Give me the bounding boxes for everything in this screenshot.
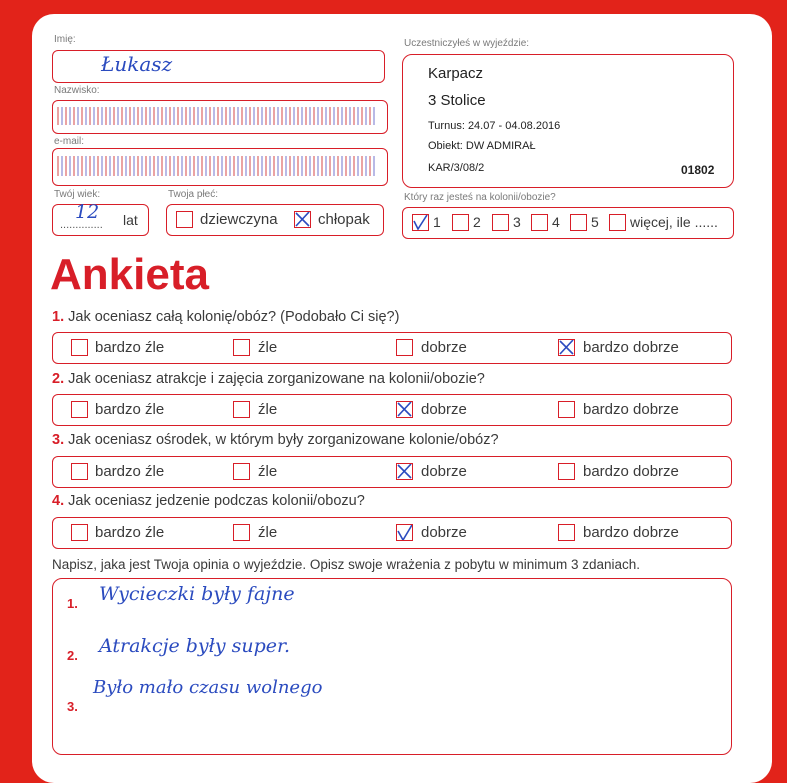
q3-bardzo-dobrze-checkbox[interactable] xyxy=(558,463,575,480)
q2-dobrze-label: dobrze xyxy=(421,401,467,418)
q4-bardzo-zle-checkbox[interactable] xyxy=(71,524,88,541)
opinion-line-1: Wycieczki były fajne xyxy=(99,583,295,605)
check-mark-icon xyxy=(295,212,310,227)
redacted-email xyxy=(57,156,377,176)
q4-bardzo-dobrze-checkbox[interactable] xyxy=(558,524,575,541)
age-field[interactable] xyxy=(52,201,149,236)
surname-field[interactable] xyxy=(52,100,388,134)
times-4-label: 4 xyxy=(552,214,560,230)
q3-dobrze-checkbox[interactable] xyxy=(396,463,413,480)
q2-bardzo-dobrze-checkbox[interactable] xyxy=(558,401,575,418)
check-mark-icon xyxy=(397,525,412,540)
opinion-line-1-number: 1. xyxy=(67,596,78,611)
q4-bardzo-zle-label: bardzo źle xyxy=(95,524,165,541)
gender-female-checkbox[interactable] xyxy=(176,211,193,228)
q2-zle-checkbox[interactable] xyxy=(233,401,250,418)
email-label: e-mail: xyxy=(54,136,85,147)
gender-group xyxy=(166,204,384,236)
q1-bardzo-zle-label: bardzo źle xyxy=(95,339,165,356)
times-2-checkbox[interactable] xyxy=(452,214,469,231)
times-more-checkbox[interactable] xyxy=(609,214,626,231)
q3-bardzo-zle-checkbox[interactable] xyxy=(71,463,88,480)
email-field[interactable] xyxy=(52,148,388,186)
q3-dobrze-label: dobrze xyxy=(421,463,467,480)
check-mark-icon xyxy=(413,215,428,230)
times-5-label: 5 xyxy=(591,214,599,230)
age-unit: lat xyxy=(123,212,138,228)
opinion-line-2: Atrakcje były super. xyxy=(99,635,291,657)
trip-code: KAR/3/08/2 xyxy=(428,162,485,174)
times-label: Który raz jesteś na kolonii/obozie? xyxy=(404,192,556,203)
q4-dobrze-checkbox[interactable] xyxy=(396,524,413,541)
trip-obiekt: Obiekt: DW ADMIRAŁ xyxy=(428,140,536,152)
question-3: 3. Jak oceniasz ośrodek, w którym były zorganizowane kolonie/obóz? xyxy=(52,432,499,448)
opinion-line-3: Było mało czasu wolnego xyxy=(93,677,323,698)
trip-turnus: Turnus: 24.07 - 04.08.2016 xyxy=(428,120,561,132)
q4-dobrze-label: dobrze xyxy=(421,524,467,541)
question-3-options xyxy=(52,456,732,488)
check-mark-icon xyxy=(559,340,574,355)
question-4: 4. Jak oceniasz jedzenie podczas kolonii/obozu? xyxy=(52,493,365,509)
q2-bardzo-zle-checkbox[interactable] xyxy=(71,401,88,418)
q2-bardzo-zle-label: bardzo źle xyxy=(95,401,165,418)
q1-zle-checkbox[interactable] xyxy=(233,339,250,356)
q1-bardzo-zle-checkbox[interactable] xyxy=(71,339,88,356)
redacted-surname xyxy=(57,107,377,125)
q1-bardzo-dobrze-label: bardzo dobrze xyxy=(583,339,679,356)
times-group xyxy=(402,207,734,239)
question-1: 1. Jak oceniasz całą kolonię/obóz? (Podobało Ci się?) xyxy=(52,309,400,325)
opinion-textarea[interactable] xyxy=(52,578,732,755)
question-4-options xyxy=(52,517,732,549)
q3-bardzo-zle-label: bardzo źle xyxy=(95,463,165,480)
times-5-checkbox[interactable] xyxy=(570,214,587,231)
gender-label: Twoja płeć: xyxy=(168,189,219,200)
q3-bardzo-dobrze-label: bardzo dobrze xyxy=(583,463,679,480)
times-3-checkbox[interactable] xyxy=(492,214,509,231)
check-mark-icon xyxy=(397,464,412,479)
name-value: Łukasz xyxy=(101,52,173,76)
opinion-line-3-number: 3. xyxy=(67,699,78,714)
trip-program: 3 Stolice xyxy=(428,92,486,109)
gender-male-label: chłopak xyxy=(318,211,370,228)
trip-number: 01802 xyxy=(681,163,715,177)
times-1-label: 1 xyxy=(433,214,441,230)
question-1-options xyxy=(52,332,732,364)
q1-bardzo-dobrze-checkbox[interactable] xyxy=(558,339,575,356)
times-2-label: 2 xyxy=(473,214,481,230)
q4-bardzo-dobrze-label: bardzo dobrze xyxy=(583,524,679,541)
q1-dobrze-checkbox[interactable] xyxy=(396,339,413,356)
q2-bardzo-dobrze-label: bardzo dobrze xyxy=(583,401,679,418)
age-dots: .............. xyxy=(60,219,103,231)
times-1-checkbox[interactable] xyxy=(412,214,429,231)
q2-zle-label: źle xyxy=(258,401,278,418)
q3-zle-checkbox[interactable] xyxy=(233,463,250,480)
q3-zle-label: źle xyxy=(258,463,278,480)
name-field[interactable] xyxy=(52,50,385,83)
question-2: 2. Jak oceniasz atrakcje i zajęcia zorganizowane na kolonii/obozie? xyxy=(52,371,485,387)
gender-male-checkbox[interactable] xyxy=(294,211,311,228)
question-2-options xyxy=(52,394,732,426)
times-3-label: 3 xyxy=(513,214,521,230)
times-more-label: więcej, ile ...... xyxy=(630,214,718,230)
opinion-prompt: Napisz, jaka jest Twoja opinia o wyjeździe. Opisz swoje wrażenia z pobytu w minimum 3 zdaniach. xyxy=(52,557,641,572)
age-label: Twój wiek: xyxy=(54,189,101,200)
check-mark-icon xyxy=(397,402,412,417)
trip-label: Uczestniczyłeś w wyjeździe: xyxy=(404,38,530,49)
times-4-checkbox[interactable] xyxy=(531,214,548,231)
q1-dobrze-label: dobrze xyxy=(421,339,467,356)
trip-info-box xyxy=(402,54,734,188)
q4-zle-checkbox[interactable] xyxy=(233,524,250,541)
survey-title: Ankieta xyxy=(50,250,209,299)
name-label: Imię: xyxy=(54,34,76,45)
gender-female-label: dziewczyna xyxy=(200,211,278,228)
surname-label: Nazwisko: xyxy=(54,85,100,96)
trip-place: Karpacz xyxy=(428,65,484,82)
q2-dobrze-checkbox[interactable] xyxy=(396,401,413,418)
q4-zle-label: źle xyxy=(258,524,278,541)
opinion-line-2-number: 2. xyxy=(67,648,78,663)
q1-zle-label: źle xyxy=(258,339,278,356)
age-value: 12 xyxy=(75,201,100,223)
